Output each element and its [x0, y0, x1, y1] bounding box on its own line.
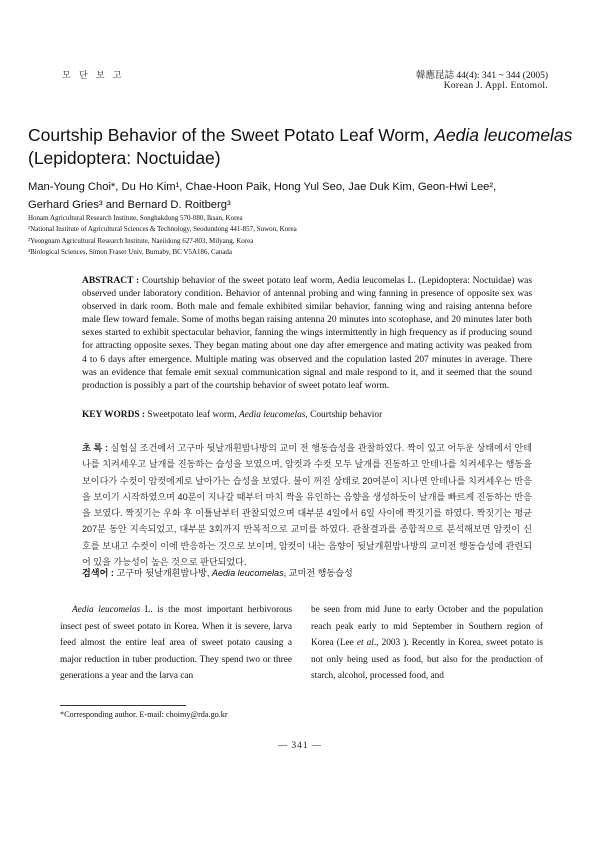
title-sub: (Lepidoptera: Noctuidae): [28, 148, 221, 168]
body-column-right: [311, 602, 543, 685]
korean-abstract-label: 초 록 :: [82, 443, 108, 453]
korean-keywords-text: 고구마 뒷날개흰밤나방,: [113, 568, 212, 578]
journal-reference: 韓應昆誌 44(4): 341 ~ 344 (2005): [415, 71, 548, 81]
page-number: — 341 —: [277, 741, 323, 751]
keywords-label: KEY WORDS :: [82, 410, 146, 420]
footnote-divider: [60, 705, 186, 706]
author-list: [28, 178, 576, 214]
affiliation: ¹National Institute of Agricultural Sciences & Technology, Seodundong 441-857, Suwon, Korea: [28, 225, 297, 234]
korean-abstract-text: 실험실 조건에서 고구마 뒷날개흰밤나방의 교미 전 행동습성을 관찰하였다. 짝이 있고 어두운 상태에서 안테나를 치켜세우고 날개를 진동하는 습성을 보였으며, 암컷과 수컷 모두 날개를 진동하고 안테나를 치켜세우는 행동을 보이다가 수컷이 암컷에게로 날아가는 습성을 보였다. 불이 꺼진 상태로 20여분이 지나면 안테나를 치켜세우는 반응을 보이기 시작하였으며 40분이 지나갈 때부터 마치 짝을 유인하는 음향을 생성하듯이 날개를 빠르게 진동하는 반응을 보였다. 짝짓기는 우화 후 이틀날부터 관찰되었으며 대부분 4일에서 6일 사이에 짝짓기를 하였다. 짝짓기는 평균 207분 동안 지속되었고, 대부분 3회까지 반복적으로 교미를 하였다. 관찰결과를 종합적으로 분석해보면 암컷이 신호를 보내고 수컷이 이에 반응하는 것으로 보이며, 암컷이 내는 음향이 뒷날개흰밤나방의 교미전 행동습성에 관련되어 있을 가능성이 높은 것으로 판단되었다.: [82, 443, 532, 568]
corresponding-author-footnote: *Corresponding author. E-mail: choimy@rda.go.kr: [60, 710, 228, 719]
body-text-right: be seen from mid June to early October and the population reach peak early to mid September in Southern region of Korea (Lee: [311, 605, 543, 649]
section-label: 모 단 보 고: [62, 70, 125, 80]
keywords-species: Aedia leucomelas: [239, 410, 306, 420]
affiliations: [28, 213, 576, 259]
body-text-left: L. is the most important herbivorous insect pest of sweet potato in Korea. When it is severe, larva feed almost the entire leaf area of sweet potato causing a major reduction in tuber production. They spend two or three generations a year and the larva can: [60, 605, 292, 682]
affiliation: ²Yeongnam Agricultural Research Institute, Naeiidong 627-803, Milyang, Korea: [28, 236, 254, 245]
korean-keywords-label: 검색어 :: [82, 568, 114, 578]
author-line-1: Man-Young Choi*, Du Ho Kim¹, Chae-Hoon Paik, Hong Yul Seo, Jae Duk Kim, Geon-Hwi Lee²,: [28, 181, 497, 193]
title-species: Aedia leucomelas: [434, 125, 573, 145]
title-main: Courtship Behavior of the Sweet Potato Leaf Worm,: [28, 125, 435, 145]
keywords-text-end: , Courtship behavior: [305, 410, 383, 420]
abstract-text: Courtship behavior of the sweet potato leaf worm, Aedia leucomelas L. (Lepidoptera: Noctuidae) was observed under laboratory condition. Behavior of antennal probing and wing fanning in presence of opposite sex was observed in dark room. Both male and female exhibited similar behavior, fanning wing and raising antenna before male flew toward female. Some of moths began raising antenna 20 minutes into scotophase, and 20 minutes later both sexes started to exhibit spectacular behavior, fanning the wings intermittently in high frequency as if producing sound for attracting opposite sexes. They began mating about one day after emergence and mating activity was peaked from 4 to 6 days after emergence. Multiple mating was observed and the copulation lasted 207 minutes in average. There was an evidence that female emit sexual communication signal and male respond to it, and it seemed that the sound production is possibly a part of the courtship behavior of sweet potato leaf worm.: [82, 276, 533, 391]
body-column-left: [60, 602, 292, 685]
korean-keywords-species: Aedia leucomelas: [211, 568, 284, 578]
abstract: [82, 275, 532, 393]
keywords-text: Sweetpotato leaf worm,: [145, 410, 240, 420]
body-etal: et al: [356, 638, 374, 649]
journal-name: Korean J. Appl. Entomol.: [443, 81, 548, 91]
affiliation: ³Biological Sciences, Simon Fraser Univ. Burnaby, BC V5A186, Canada: [28, 248, 233, 257]
article-title: [28, 124, 576, 170]
body-species: Aedia leucomelas: [72, 605, 141, 615]
body-text-right-end: ., 2003 ). Recently in Korea, sweet potato is not only being used as food, but also for the production of starch, alcohol, processed food, and: [311, 638, 543, 682]
affiliation: Honam Agricultural Research Institute, Songhakdong 570-080, Iksan, Korea: [28, 214, 243, 222]
abstract-label: ABSTRACT :: [82, 276, 140, 286]
keywords: [82, 410, 542, 420]
author-line-2: Gerhard Gries³ and Bernard D. Roitberg³: [28, 199, 231, 211]
korean-abstract: [82, 440, 532, 570]
korean-keywords-text-end: , 교미전 행동습성: [283, 568, 353, 578]
korean-keywords: [82, 566, 542, 579]
